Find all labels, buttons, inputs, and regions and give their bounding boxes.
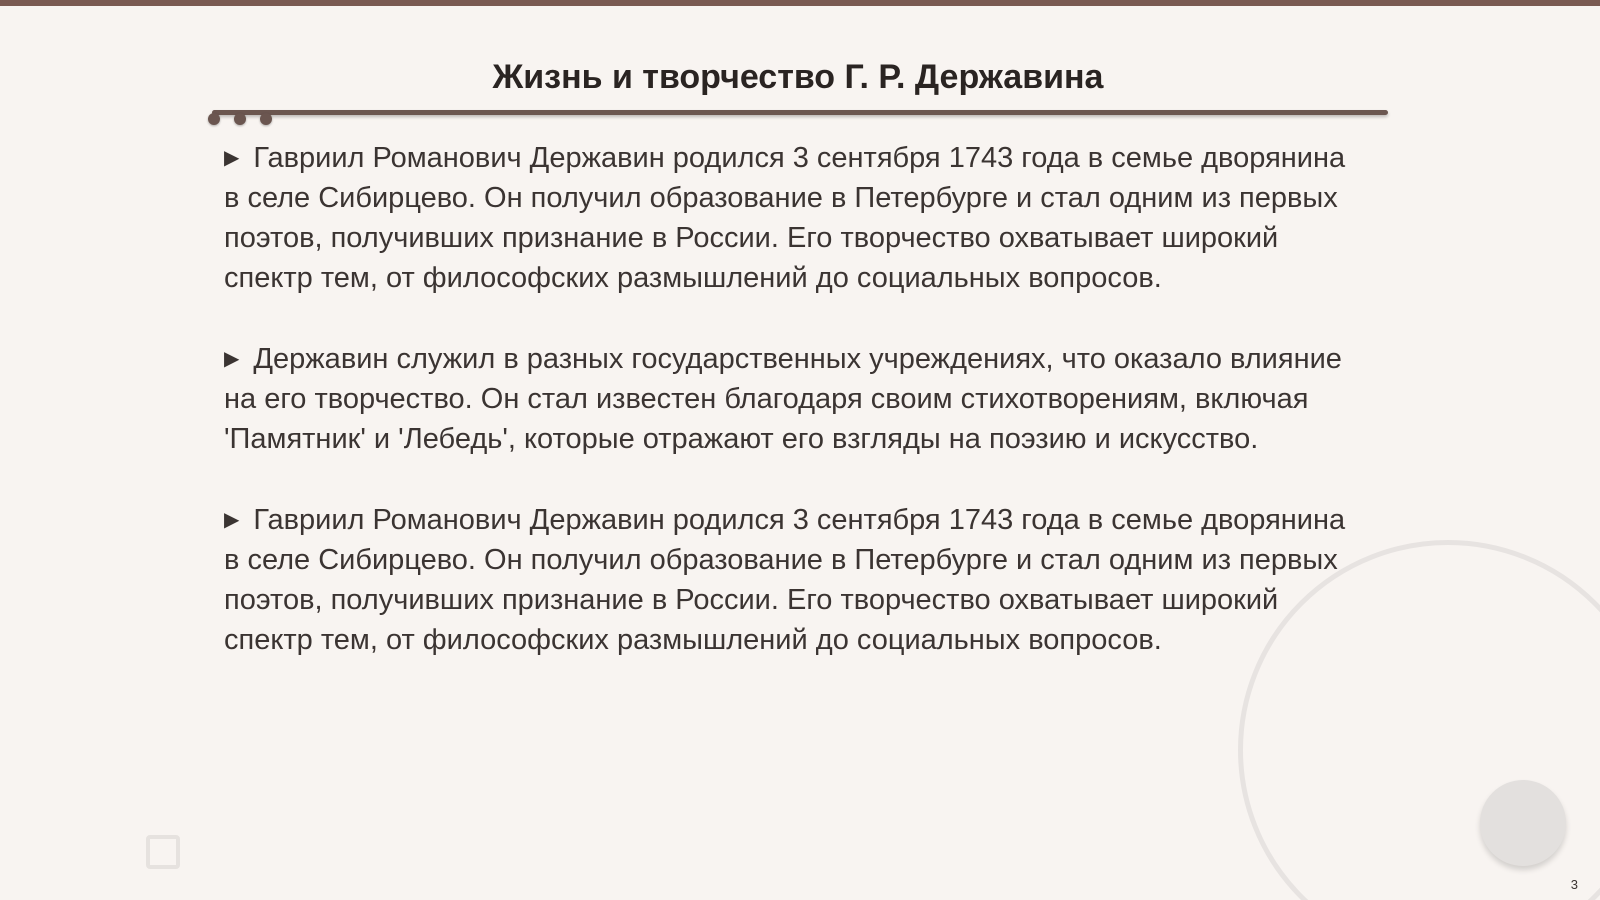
page-number: 3 <box>1570 877 1578 892</box>
title-underline <box>212 110 1388 115</box>
bullet-arrow-icon: ▶ <box>224 147 240 169</box>
bullet-arrow-icon: ▶ <box>224 348 240 370</box>
bullet-text: Гавриил Романович Державин родился 3 сентября 1743 года в семье дворянина в селе Сибирцево. Он получил образование в Петербурге и стал одним из первых поэтов, получивших признание в России. Его творчество охватывает широкий спектр тем, от философских размышлений до социальных вопросов. <box>224 504 1346 656</box>
bullet-text: Державин служил в разных государственных учреждениях, что оказало влияние на его творчество. Он стал известен благодаря своим стихотворениям, включая 'Памятник' и 'Лебедь', которые отражают его взгляды на поэзию и искусство. <box>224 343 1342 455</box>
decorative-disc <box>1480 780 1566 866</box>
top-accent-bar <box>0 0 1600 6</box>
bullet-item <box>224 138 1364 298</box>
bullet-list <box>224 138 1364 701</box>
decorative-dot <box>260 113 272 125</box>
decorative-square <box>146 835 180 869</box>
decorative-dot <box>234 113 246 125</box>
bullet-arrow-icon: ▶ <box>224 509 240 531</box>
bullet-item <box>224 339 1364 459</box>
slide-title: Жизнь и творчество Г. Р. Державина <box>492 58 1104 96</box>
bullet-text: Гавриил Романович Державин родился 3 сентября 1743 года в семье дворянина в селе Сибирцево. Он получил образование в Петербурге и стал одним из первых поэтов, получивших признание в России. Его творчество охватывает широкий спектр тем, от философских размышлений до социальных вопросов. <box>224 142 1346 294</box>
bullet-item <box>224 500 1364 660</box>
decorative-dot <box>208 113 220 125</box>
